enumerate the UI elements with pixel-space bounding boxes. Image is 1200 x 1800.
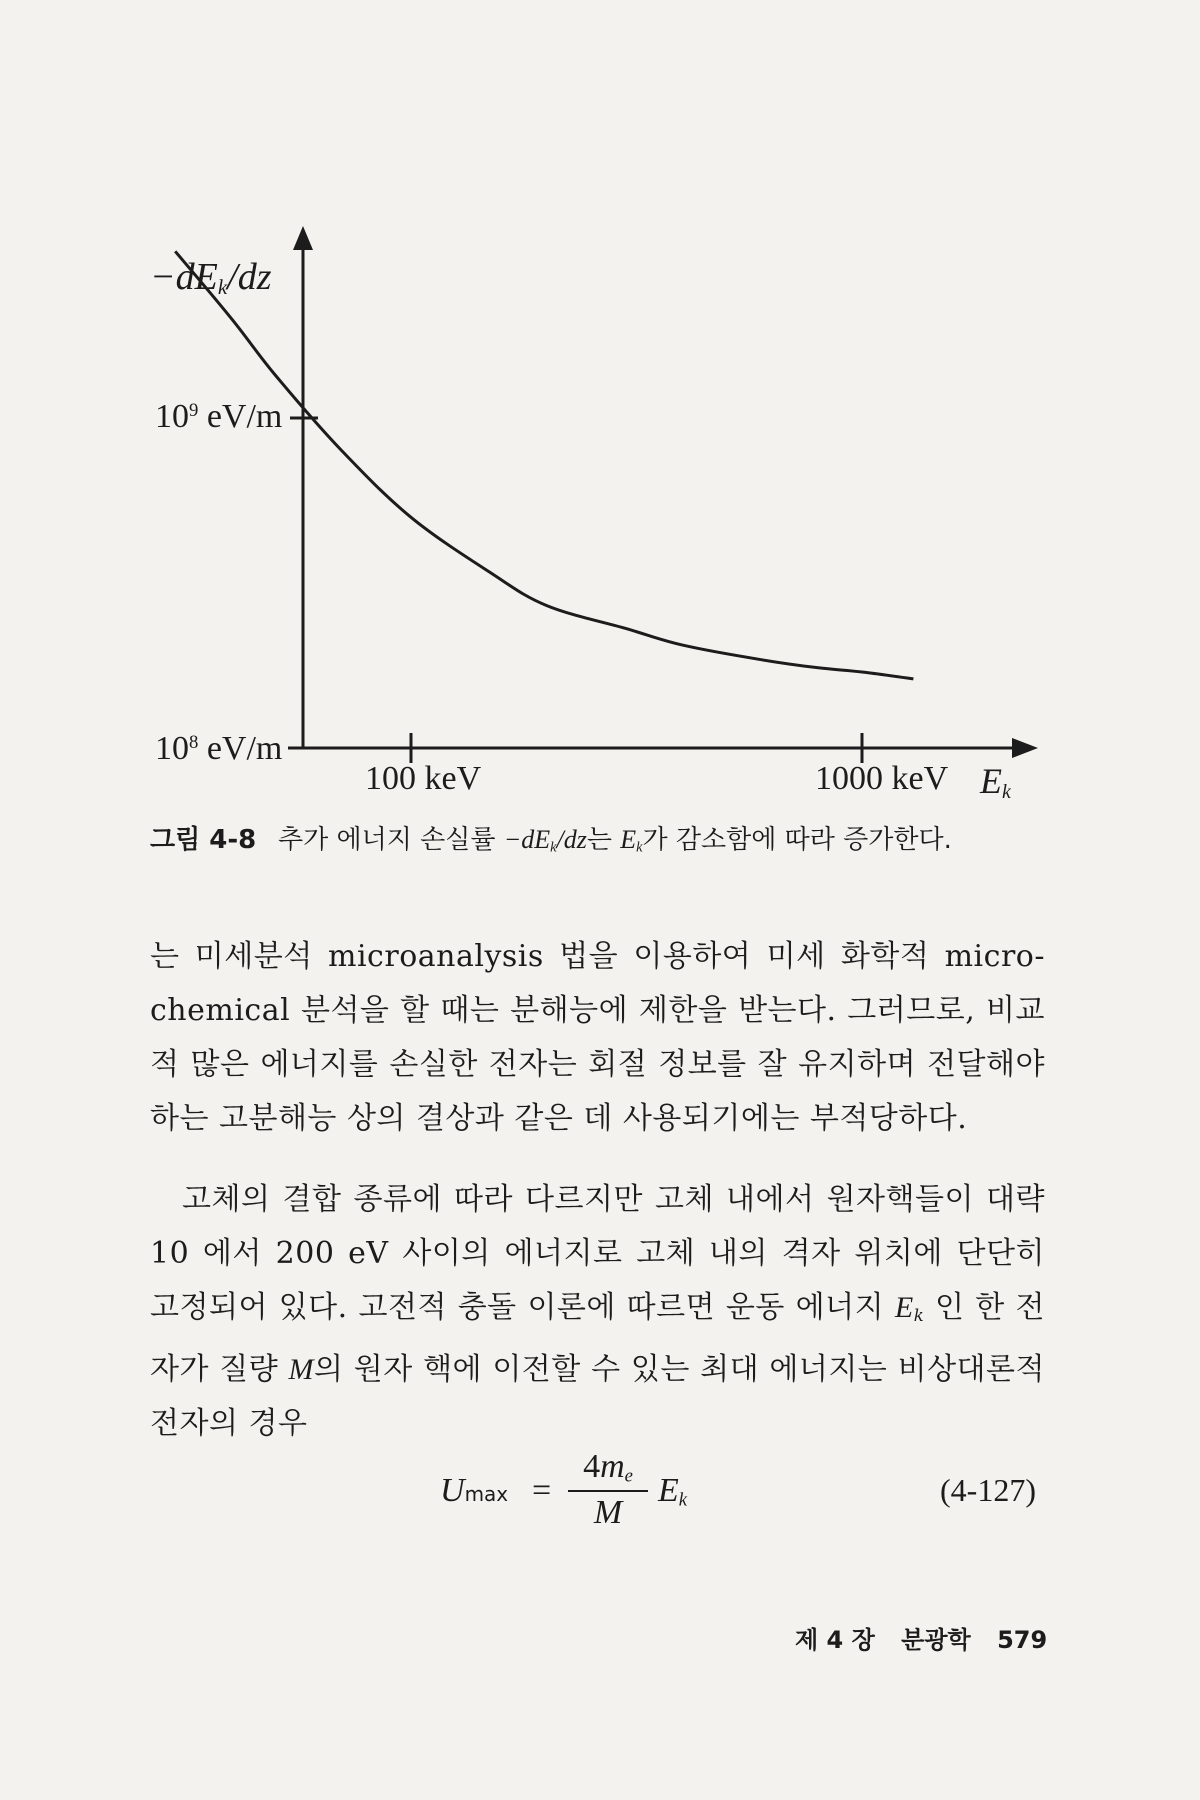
x-axis-arrow <box>1012 738 1038 758</box>
equation-number: (4-127) <box>940 1472 1036 1508</box>
footer-page-number: 579 <box>997 1626 1048 1654</box>
ytick-label-top: $10^9$ eV/m <box>155 398 283 435</box>
caption-label: 그림 4-8 <box>150 825 257 855</box>
equation-equals: = <box>532 1472 552 1509</box>
equation-rhs: $E_k$ <box>658 1472 688 1511</box>
ytick-label-bottom: $10^8$ eV/m <box>155 730 283 767</box>
y-axis-arrow <box>293 226 313 250</box>
footer-chapter: 제 4 장 <box>795 1626 875 1654</box>
caption-text: 추가 에너지 손실률 $-dE_k/dz$는 $E_k$가 감소함에 따라 증가한다. <box>278 825 952 856</box>
fraction-denominator: M <box>593 1493 623 1531</box>
figure-4-8 <box>0 0 1200 803</box>
xtick-label-100kev: 100 keV <box>365 760 482 797</box>
fraction-numerator: $4m_e$ <box>568 1448 648 1492</box>
footer-chapter-title: 분광학 <box>901 1626 971 1654</box>
equation-lhs: Umax <box>440 1472 509 1509</box>
xtick-label-1000kev: 1000 keV <box>815 760 949 797</box>
figure-caption <box>150 818 1050 870</box>
page-footer <box>795 1620 1065 1655</box>
body-paragraph-1: 는 미세분석 microanalysis 법을 이용하여 미세 화학적 micro-chemical 분석을 할 때는 분해능에 제한을 받는다. 그러므로, 비교적 많은 에너지를 손실한 전자는 회절 정보를 잘 유지하며 전달해야 하는 고분해능 상의 결상과 같은 데 사용되기에는 부적당하다. <box>150 939 1045 1136</box>
equation-fraction <box>568 1448 648 1532</box>
body-paragraph-2: 고체의 결합 종류에 따라 다르지만 고체 내에서 원자핵들이 대략 10 에서 200 eV 사이의 에너지로 고체 내의 격자 위치에 단단히 고정되어 있다. 고전적 충돌 이론에 따르면 운동 에너지 $E_k$ 인 한 전자가 질량 M의 원자 핵에 이전할 수 있는 최대 에너지는 비상대론적 전자의 경우 <box>150 1182 1045 1442</box>
x-axis-label: $E_k$ <box>980 761 1011 803</box>
y-axis-label: $-dE_k/dz$ <box>150 256 272 300</box>
energy-loss-curve <box>175 251 913 679</box>
